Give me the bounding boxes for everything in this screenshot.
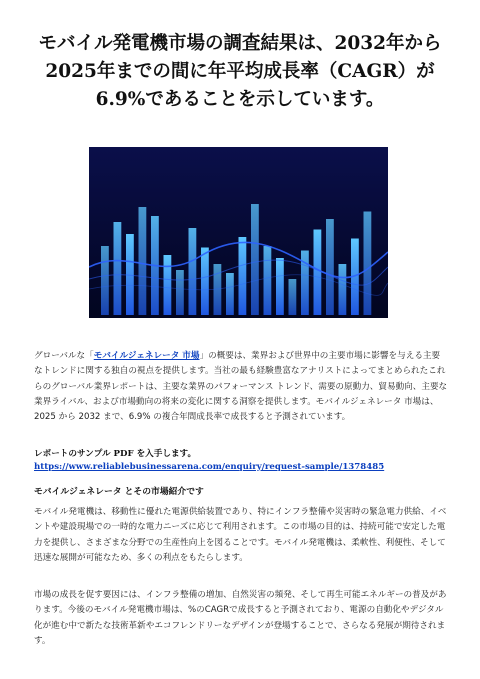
hero-bar	[126, 234, 134, 315]
section-heading: モバイルジェネレータ とその市場紹介です	[34, 487, 204, 497]
hero-bar	[101, 246, 109, 315]
hero-bar	[114, 222, 122, 315]
hero-bar	[314, 230, 322, 316]
hero-bar	[251, 204, 259, 315]
body-paragraph-1: モバイル発電機は、移動性に優れた電源供給装置であり、特にインフラ整備や災害時の緊急電力供給、イベントや建設現場での一時的な電力ニーズに応じて利用されます。この市場の目的は、持続可能で安定した電力を提供し、さまざまな分野での生産性向上を図ることです。モバイル発電機は、柔軟性、利便性、そして迅速な展開が可能なため、多くの利点をもたらします。	[34, 507, 447, 563]
page-title: モバイル発電機市場の調査結果は、2032年から2025年までの間に年平均成長率（CAGR）が6.9%であることを示しています。	[38, 33, 442, 110]
hero-bar	[339, 264, 347, 315]
hero-bar	[326, 219, 334, 315]
hero-bar	[164, 255, 172, 315]
hero-bar	[289, 279, 297, 315]
hero-bar	[139, 207, 147, 315]
hero-bar	[264, 246, 272, 315]
sample-request	[34, 448, 448, 473]
hero-bar	[176, 270, 184, 315]
hero-bar	[301, 251, 309, 316]
intro-rest: 」の概要は、業界および世界中の主要市場に影響を与える主要なトレンドに関する独自の視点を提供します。当社の最も経験豊富なアナリストによってまとめられたこれらのグローバル業界レポートは、主要な業界のパフォーマンス トレンド、需要の原動力、貿易動向、主要な業界ライバル、および市場動向の将来の変化に関する洞察を提供します。モバイルジェネレータ 市場は、2025 から 2032 まで、6.9% の複合年間成長率で成長すると予測されています。	[34, 351, 448, 423]
bar-chart-illustration	[89, 147, 388, 318]
hero-bar	[239, 237, 247, 315]
intro-paragraph	[34, 349, 448, 425]
intro-lead: グローバルな「	[34, 351, 94, 361]
market-link[interactable]: モバイルジェネレータ 市場	[93, 351, 200, 361]
hero-bar	[226, 273, 234, 315]
sample-link[interactable]: https://www.reliablebusinessarena.com/enquiry/request-sample/1378485	[34, 461, 385, 472]
body-paragraph-2: 市場の成長を促す要因には、インフラ整備の増加、自然災害の頻発、そして再生可能エネルギーの普及があります。今後のモバイル発電機市場は、%のCAGRで成長すると予測されており、電源の自動化やデジタル化が進む中で新たな技術革新やエコフレンドリーなデザインが登場することで、さらなる発展が期待されます。	[34, 590, 447, 646]
hero-bar	[364, 212, 372, 316]
sample-label: レポートのサンプル PDF を入手します。	[34, 449, 197, 459]
hero-bar	[276, 258, 284, 315]
hero-bar	[201, 248, 209, 316]
hero-bar	[189, 228, 197, 315]
